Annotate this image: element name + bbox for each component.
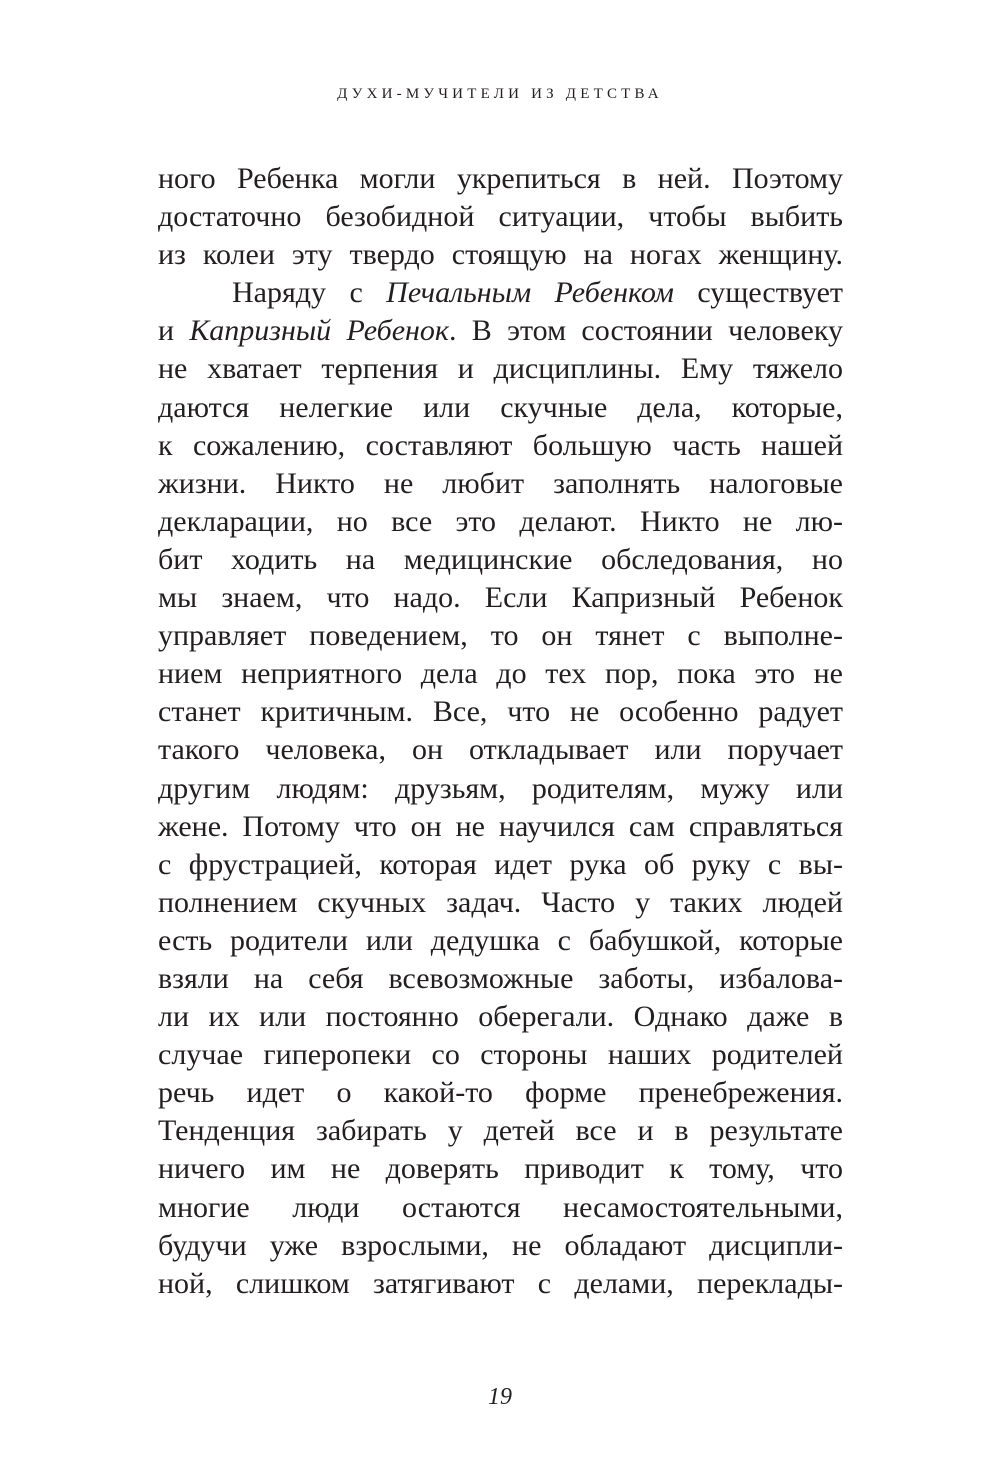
text-line: нием неприятного дела до тех пор, пока это не — [158, 657, 843, 691]
text-line: полнением скучных задач. Часто у таких людей — [158, 885, 843, 919]
italic-term: Капризный Ребенок — [189, 314, 449, 348]
text-line: взяли на себя всевозможные заботы, избалова- — [158, 961, 843, 995]
text-run: Наряду с — [232, 276, 387, 310]
text-run: и — [158, 314, 190, 348]
text-line: Тенденция забирать у детей все и в результате — [158, 1114, 843, 1148]
text-line: бит ходить на медицинские обследования, но — [158, 542, 843, 576]
text-line-paragraph-start — [158, 274, 843, 312]
text-run: существует — [673, 276, 843, 310]
page-number: 19 — [488, 1384, 512, 1410]
text-line: есть родители или дедушка с бабушкой, которые — [158, 923, 843, 957]
text-line: ного Ребенка могли укрепиться в ней. Поэтому — [158, 162, 843, 195]
text-line: случае гиперопеки со стороны наших родителей — [158, 1038, 843, 1072]
text-line: жизни. Никто не любит заполнять налоговые — [158, 466, 843, 500]
running-head: ДУХИ-МУЧИТЕЛИ ИЗ ДЕТСТВА — [337, 86, 663, 102]
text-line: декларации, но все это делают. Никто не лю- — [158, 504, 843, 538]
text-line: ной, слишком затягивают с делами, переклады- — [158, 1266, 843, 1300]
text-line: не хватает терпения и дисциплины. Ему тяжело — [158, 352, 843, 386]
text-line: к сожалению, составляют большую часть нашей — [158, 428, 843, 462]
italic-term: Печальным Ребенком — [386, 276, 674, 310]
text-line: даются нелегкие или скучные дела, которые, — [158, 390, 843, 424]
text-line: будучи уже взрослыми, не обладают дисципли- — [158, 1228, 843, 1262]
text-line: станет критичным. Все, что не особенно радует — [158, 695, 843, 729]
text-line: жене. Потому что он не научился сам справляться — [158, 809, 843, 843]
text-line — [158, 312, 843, 350]
text-line: многие люди остаются несамостоятельными, — [158, 1190, 843, 1224]
text-line: с фрустрацией, которая идет рука об руку с вы- — [158, 847, 843, 881]
text-line: достаточно безобидной ситуации, чтобы выбить — [158, 200, 843, 234]
text-line: ничего им не доверять приводит к тому, что — [158, 1152, 843, 1186]
text-line: такого человека, он откладывает или поручает — [158, 733, 843, 767]
text-line: другим людям: друзьям, родителям, мужу или — [158, 771, 843, 805]
text-line: мы знаем, что надо. Если Капризный Ребенок — [158, 581, 843, 615]
text-run: . В этом состоянии человеку — [448, 314, 843, 348]
text-line: речь идет о какой-то форме пренебрежения. — [158, 1076, 843, 1110]
body-text — [158, 160, 843, 1303]
text-line: из колеи эту твердо стоящую на ногах женщину. — [158, 238, 843, 272]
text-line: управляет поведением, то он тянет с выполне- — [158, 619, 843, 653]
text-line: ли их или постоянно оберегали. Однако даже в — [158, 1000, 843, 1034]
